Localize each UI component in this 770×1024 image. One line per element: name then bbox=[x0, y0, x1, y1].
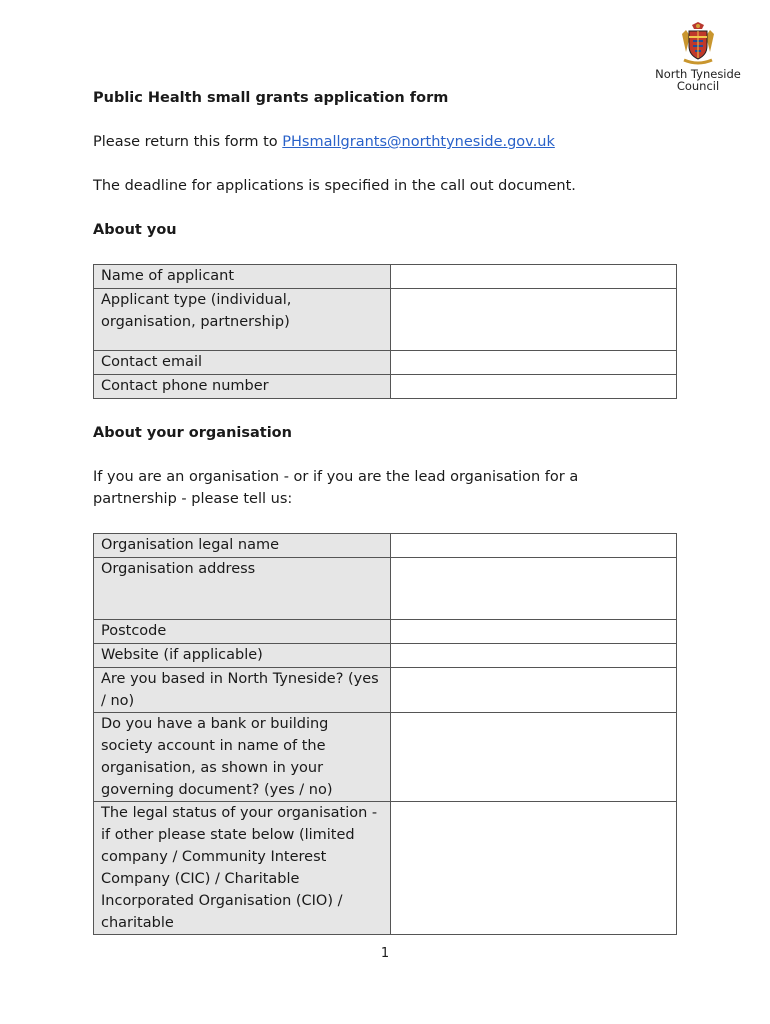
field-label: Contact phone number bbox=[94, 375, 391, 399]
field-label: Website (if applicable) bbox=[94, 644, 391, 668]
field-label: Organisation address bbox=[94, 558, 391, 620]
based-in-north-tyneside-input[interactable] bbox=[391, 668, 677, 713]
table-row bbox=[94, 668, 677, 713]
field-label: Organisation legal name bbox=[94, 534, 391, 558]
form-title: Public Health small grants application form bbox=[93, 90, 449, 106]
about-org-intro-line2: partnership - please tell us: bbox=[93, 491, 293, 507]
about-org-heading: About your organisation bbox=[93, 425, 292, 441]
return-prefix: Please return this form to bbox=[93, 134, 283, 150]
about-you-table bbox=[93, 264, 677, 399]
legal-status-input[interactable] bbox=[391, 802, 677, 935]
table-row bbox=[94, 802, 677, 935]
table-row bbox=[94, 375, 677, 399]
field-label: Contact email bbox=[94, 351, 391, 375]
applicant-type-input[interactable] bbox=[391, 289, 677, 351]
page-number: 1 bbox=[380, 946, 390, 961]
table-row bbox=[94, 620, 677, 644]
council-logo bbox=[648, 22, 748, 92]
field-label: Are you based in North Tyneside? (yes / no) bbox=[94, 668, 391, 713]
about-you-heading: About you bbox=[93, 222, 177, 238]
table-row bbox=[94, 351, 677, 375]
table-row bbox=[94, 265, 677, 289]
logo-text-line2: Council bbox=[676, 79, 720, 93]
field-label: Applicant type (individual, organisation, partnership) bbox=[94, 289, 391, 351]
table-row bbox=[94, 558, 677, 620]
about-org-table bbox=[93, 533, 677, 935]
field-label: Do you have a bank or building society account in name of the organisation, as shown in your governing document? (yes / no) bbox=[94, 713, 391, 802]
bank-account-input[interactable] bbox=[391, 713, 677, 802]
logo-text-line1: North Tyneside bbox=[655, 67, 741, 81]
contact-email-input[interactable] bbox=[391, 351, 677, 375]
postcode-input[interactable] bbox=[391, 620, 677, 644]
return-email-link[interactable]: PHsmallgrants@northtyneside.gov.uk bbox=[282, 134, 555, 150]
contact-phone-input[interactable] bbox=[391, 375, 677, 399]
deadline-text: The deadline for applications is specified in the call out document. bbox=[93, 178, 576, 194]
table-row bbox=[94, 644, 677, 668]
field-label: Postcode bbox=[94, 620, 391, 644]
org-legal-name-input[interactable] bbox=[391, 534, 677, 558]
table-row bbox=[94, 713, 677, 802]
table-row bbox=[94, 289, 677, 351]
table-row bbox=[94, 534, 677, 558]
council-crest-icon bbox=[678, 22, 718, 66]
org-address-input[interactable] bbox=[391, 558, 677, 620]
name-of-applicant-input[interactable] bbox=[391, 265, 677, 289]
website-input[interactable] bbox=[391, 644, 677, 668]
return-instruction bbox=[93, 134, 555, 150]
field-label: The legal status of your organisation - if other please state below (limited company / Community Interest Company (CIC) / Charitable Incorporated Organisation (CIO) / charitable bbox=[94, 802, 391, 935]
about-org-intro-line1: If you are an organisation - or if you are the lead organisation for a bbox=[93, 469, 579, 485]
field-label: Name of applicant bbox=[94, 265, 391, 289]
